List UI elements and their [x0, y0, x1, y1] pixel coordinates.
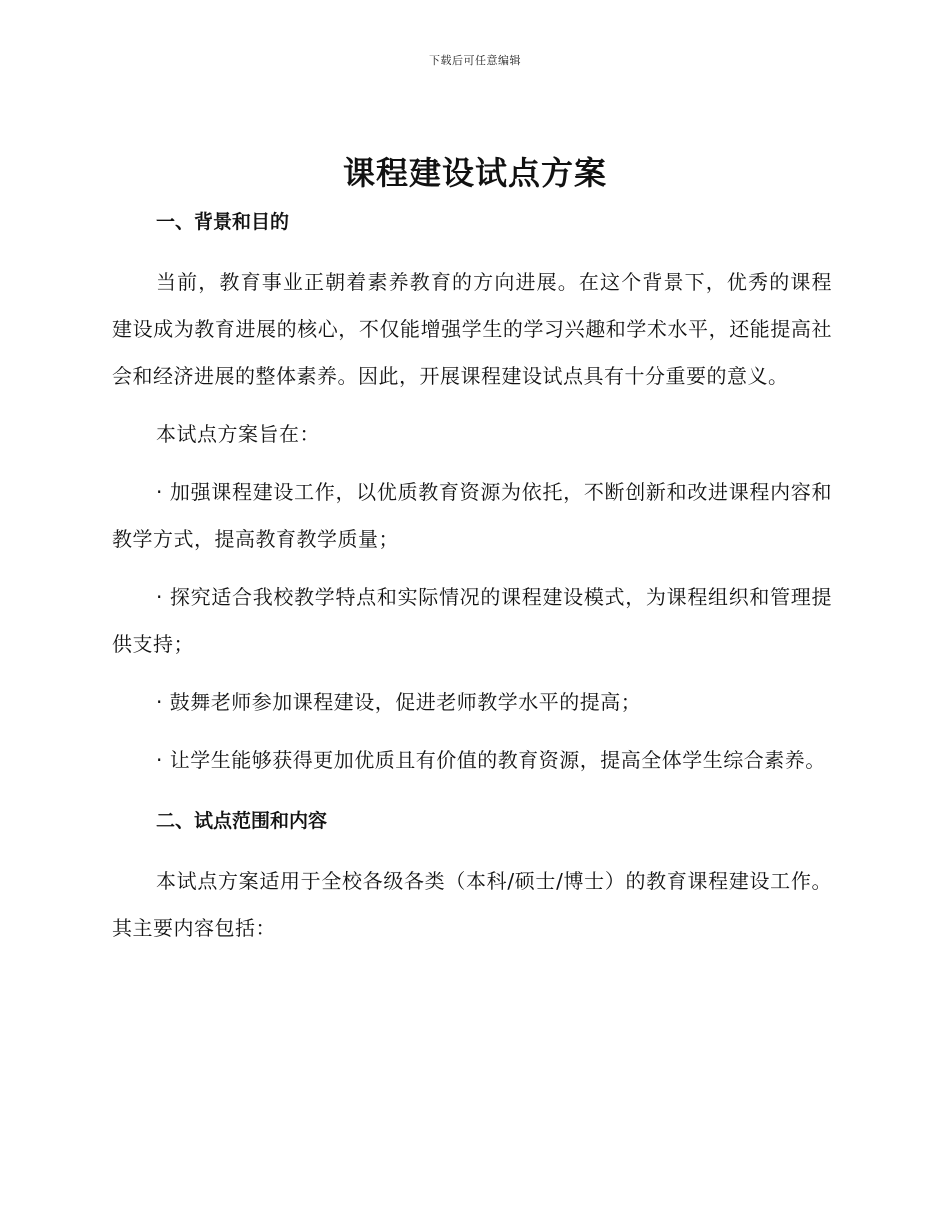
- header-note: 下载后可任意编辑: [429, 54, 521, 67]
- bullet-item-1: · 加强课程建设工作，以优质教育资源为依托，不断创新和改进课程内容和教学方式，提高教育教学质量；: [112, 480, 832, 551]
- section-1-paragraph-1: 当前，教育事业正朝着素养教育的方向进展。在这个背景下，优秀的课程建设成为教育进展的核心，不仅能增强学生的学习兴趣和学术水平，还能提高社会和经济进展的整体素养。因此，开展课程建设试点具有十分重要的意义。: [112, 270, 832, 388]
- document-body: [112, 205, 832, 952]
- section-2-heading: 二、试点范围和内容: [156, 810, 328, 832]
- bullet-item-3: · 鼓舞老师参加课程建设，促进老师教学水平的提高；: [156, 690, 642, 714]
- document-title: 课程建设试点方案: [342, 154, 607, 192]
- bullet-item-4: · 让学生能够获得更加优质且有价值的教育资源，提高全体学生综合素养。: [156, 748, 826, 772]
- section-1-heading: 一、背景和目的: [156, 211, 290, 233]
- section-1-paragraph-2: 本试点方案旨在：: [156, 422, 320, 446]
- bullet-item-2: · 探究适合我校教学特点和实际情况的课程建设模式，为课程组织和管理提供支持；: [112, 585, 832, 656]
- section-2-paragraph-1: 本试点方案适用于全校各级各类（本科/硕士/博士）的教育课程建设工作。其主要内容包括：: [112, 869, 832, 940]
